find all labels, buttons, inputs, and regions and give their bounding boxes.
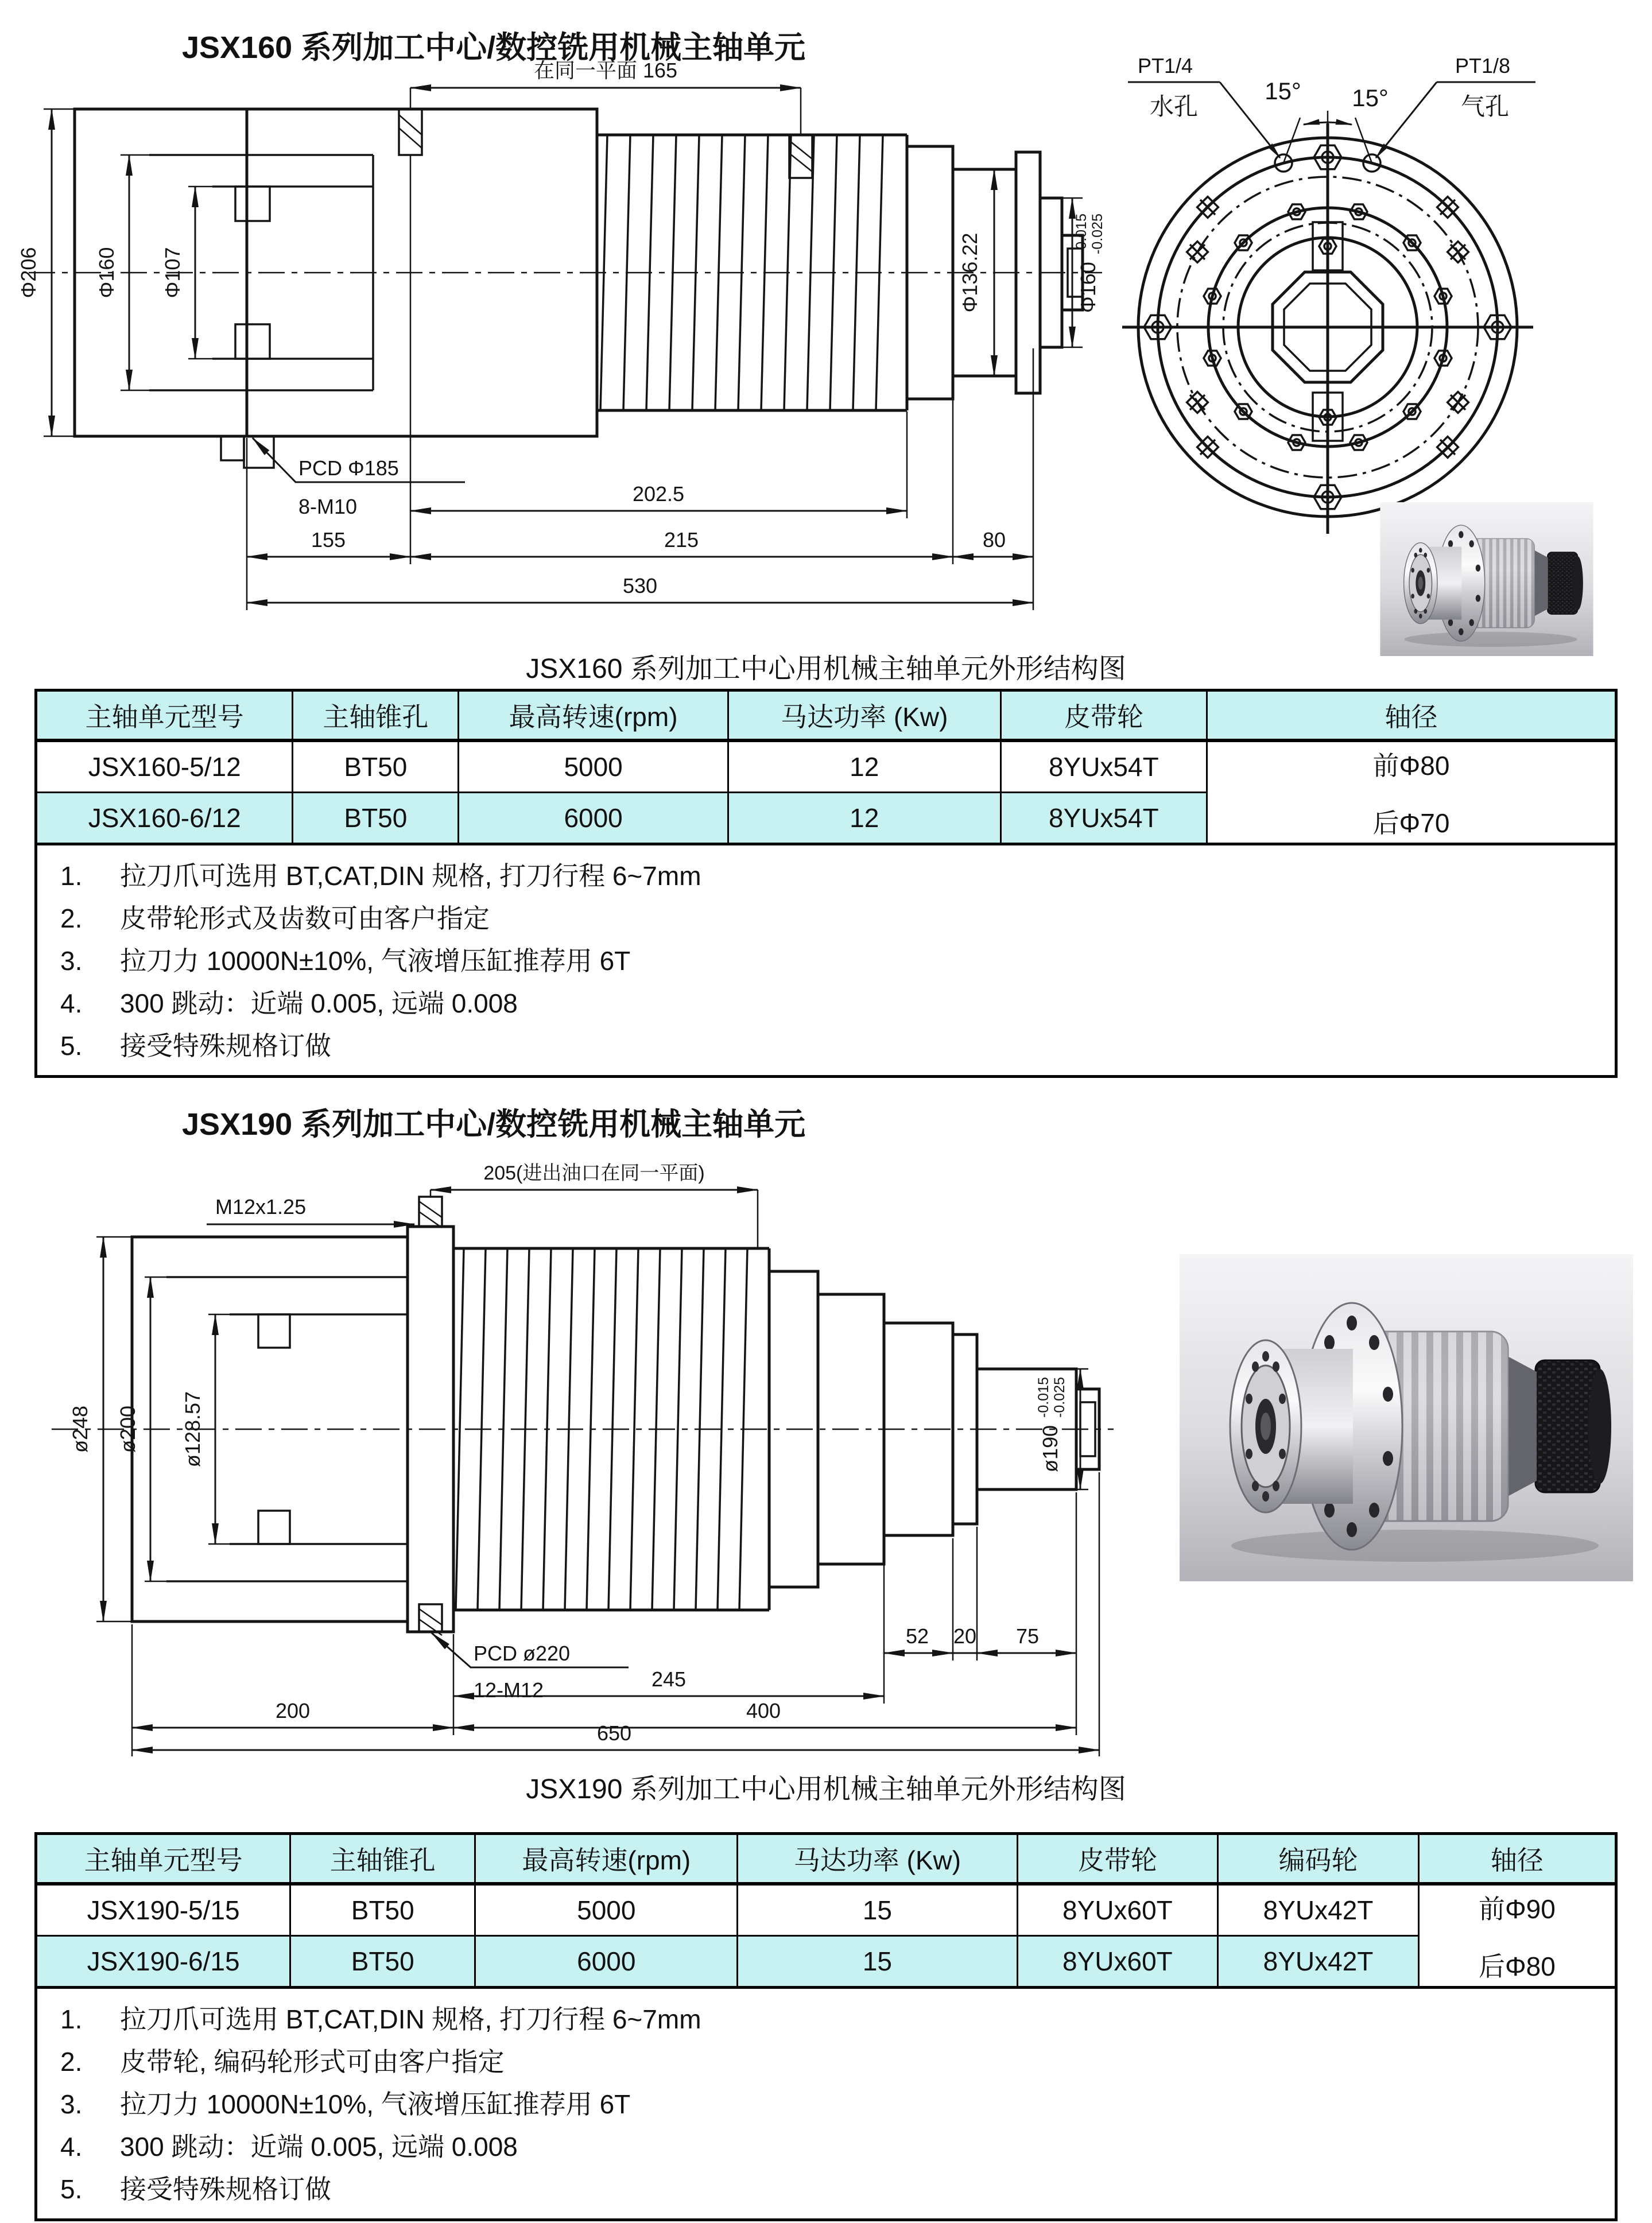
jsx190-spec-table — [34, 1832, 1618, 2221]
jsx160-flange-view-drawing — [1111, 49, 1547, 537]
note-item: 3. 拉刀力 10000N±10%, 气液增压缸推荐用 6T — [60, 946, 631, 976]
jsx160-product-photo — [1349, 502, 1624, 656]
cell-model: JSX160-5/12 — [36, 740, 293, 793]
note-item: 2. 皮带轮, 编码轮形式可由客户指定 — [60, 2047, 505, 2077]
dim-8m10: 8-M10 — [298, 495, 358, 518]
col-taper: 主轴锥孔 — [290, 1834, 475, 1884]
svg-text:-0.025: -0.025 — [1089, 214, 1106, 254]
shaft-rear: 后Φ80 — [1478, 1951, 1556, 1981]
col-pulley: 皮带轮 — [1017, 1834, 1218, 1884]
col-shaft-dia: 轴径 — [1418, 1834, 1616, 1884]
dim-m12: M12x1.25 — [215, 1195, 307, 1219]
dim-plane-165: 在同一平面 165 — [533, 59, 678, 82]
dim-215: 215 — [664, 528, 699, 552]
col-speed: 最高转速(rpm) — [459, 690, 728, 741]
jsx190-product-photo — [1180, 1254, 1633, 1581]
note-item: 5. 接受特殊规格订做 — [60, 1031, 331, 1061]
cell-power: 12 — [728, 793, 1000, 844]
note-item: 5. 接受特殊规格订做 — [60, 2174, 331, 2204]
cell-encoder: 8YUx42T — [1218, 1936, 1419, 1988]
cell-pulley: 8YUx60T — [1017, 1884, 1218, 1936]
dim-12m12: 12-M12 — [474, 1678, 544, 1702]
label-water-hole: 水孔 — [1149, 93, 1199, 120]
col-pulley: 皮带轮 — [1000, 690, 1207, 741]
dim-75: 75 — [1015, 1624, 1040, 1648]
shaft-front: 前Φ90 — [1478, 1894, 1556, 1924]
cell-pulley: 8YUx60T — [1017, 1936, 1218, 1988]
note-item: 1. 拉刀爪可选用 BT,CAT,DIN 规格, 打刀行程 6~7mm — [60, 861, 701, 891]
col-model: 主轴单元型号 — [36, 1834, 290, 1884]
cell-taper: BT50 — [290, 1936, 475, 1988]
cell-taper: BT50 — [293, 793, 459, 844]
table-row — [36, 740, 1616, 793]
dim-phi160: Φ160 — [95, 247, 118, 298]
dim-52: 52 — [905, 1624, 929, 1648]
jsx160-dimensions — [17, 59, 1106, 610]
label-air-hole: 气孔 — [1460, 93, 1510, 120]
cell-speed: 5000 — [459, 740, 728, 793]
cell-power: 15 — [738, 1884, 1017, 1936]
dim-400: 400 — [746, 1699, 781, 1722]
dim-80: 80 — [982, 528, 1006, 552]
cell-taper: BT50 — [290, 1884, 475, 1936]
dim-angle-15-left: 15° — [1265, 77, 1301, 104]
dim-phi160-tol — [1073, 214, 1106, 313]
note-item: 2. 皮带轮形式及齿数可由客户指定 — [60, 903, 490, 933]
jsx160-notes — [34, 845, 1618, 1078]
cell-model: JSX190-5/15 — [36, 1884, 290, 1936]
jsx160-spec-table — [34, 689, 1618, 1078]
cell-power: 12 — [728, 740, 1000, 793]
jsx190-dimensions — [68, 1162, 1099, 1756]
cell-model: JSX160-6/12 — [36, 793, 293, 844]
table-row — [36, 1936, 1616, 1988]
cell-taper: BT50 — [293, 740, 459, 793]
dim-20: 20 — [953, 1624, 977, 1648]
dim-d190-tol — [1036, 1377, 1068, 1472]
dim-202-5: 202.5 — [632, 482, 685, 506]
svg-text:-0.015: -0.015 — [1073, 214, 1089, 254]
cell-speed: 5000 — [475, 1884, 738, 1936]
dim-pcd185: PCD Φ185 — [298, 456, 399, 480]
cell-shaft-dia — [1207, 740, 1616, 844]
dim-530: 530 — [622, 574, 658, 598]
note-item: 4. 300 跳动：近端 0.005, 远端 0.008 — [60, 988, 518, 1018]
jsx160-side-view-drawing — [6, 55, 1108, 663]
dim-d128-57: ø128.57 — [181, 1391, 204, 1468]
note-item: 1. 拉刀爪可选用 BT,CAT,DIN 规格, 打刀行程 6~7mm — [60, 2004, 701, 2034]
jsx160-section-title: JSX160 系列加工中心/数控铣用机械主轴单元 — [182, 30, 806, 65]
col-power: 马达功率 (Kw) — [728, 690, 1000, 741]
table-header-row — [36, 1834, 1616, 1884]
table-header-row — [36, 690, 1616, 741]
cell-power: 15 — [738, 1936, 1017, 1988]
dim-245: 245 — [651, 1667, 687, 1691]
jsx190-section-title: JSX190 系列加工中心/数控铣用机械主轴单元 — [182, 1107, 806, 1142]
dim-650: 650 — [596, 1721, 632, 1745]
shaft-front: 前Φ80 — [1372, 750, 1450, 781]
dim-angle-15-right: 15° — [1352, 84, 1389, 111]
note-item: 3. 拉刀力 10000N±10%, 气液增压缸推荐用 6T — [60, 2089, 631, 2119]
dim-d248: ø248 — [68, 1405, 92, 1453]
dim-phi107: Φ107 — [161, 247, 184, 298]
table-row — [36, 1884, 1616, 1936]
cell-speed: 6000 — [475, 1936, 738, 1988]
dim-d200: ø200 — [116, 1405, 139, 1453]
dim-phi136-22: Φ136.22 — [958, 232, 982, 313]
svg-text:-0.015: -0.015 — [1036, 1377, 1052, 1418]
cell-pulley: 8YUx54T — [1000, 793, 1207, 844]
label-pt14: PT1/4 — [1137, 54, 1193, 77]
col-encoder: 编码轮 — [1218, 1834, 1419, 1884]
jsx190-notes — [34, 1989, 1618, 2221]
jsx190-profile-outline — [52, 1197, 1114, 1635]
cell-encoder: 8YUx42T — [1218, 1884, 1419, 1936]
dim-pcd220: PCD ø220 — [474, 1642, 571, 1665]
col-taper: 主轴锥孔 — [293, 690, 459, 741]
dim-155: 155 — [311, 528, 346, 552]
cell-model: JSX190-6/15 — [36, 1936, 290, 1988]
dim-205-plane: 205(进出油口在同一平面) — [483, 1162, 705, 1184]
col-power: 马达功率 (Kw) — [738, 1834, 1017, 1884]
dim-200: 200 — [275, 1699, 311, 1722]
jsx160-profile-outline — [29, 109, 1102, 468]
shaft-rear: 后Φ70 — [1372, 808, 1450, 838]
flange-circles — [1122, 123, 1533, 534]
svg-text:-0.025: -0.025 — [1052, 1377, 1068, 1418]
svg-text:ø190: ø190 — [1038, 1425, 1062, 1472]
cell-shaft-dia — [1418, 1884, 1616, 1988]
jsx190-caption: JSX190 系列加工中心用机械主轴单元外形结构图 — [526, 1774, 1126, 1805]
flange-annotations — [1128, 54, 1535, 163]
dim-phi206: Φ206 — [17, 247, 40, 298]
svg-text:Φ160: Φ160 — [1076, 262, 1100, 313]
col-speed: 最高转速(rpm) — [475, 1834, 738, 1884]
jsx160-caption: JSX160 系列加工中心用机械主轴单元外形结构图 — [526, 654, 1126, 684]
col-shaft-dia: 轴径 — [1207, 690, 1616, 741]
cell-speed: 6000 — [459, 793, 728, 844]
cell-pulley: 8YUx54T — [1000, 740, 1207, 793]
jsx190-side-view-drawing — [17, 1162, 1119, 1759]
note-item: 4. 300 跳动：近端 0.005, 远端 0.008 — [60, 2132, 518, 2162]
col-model: 主轴单元型号 — [36, 690, 293, 741]
label-pt18: PT1/8 — [1455, 54, 1511, 77]
